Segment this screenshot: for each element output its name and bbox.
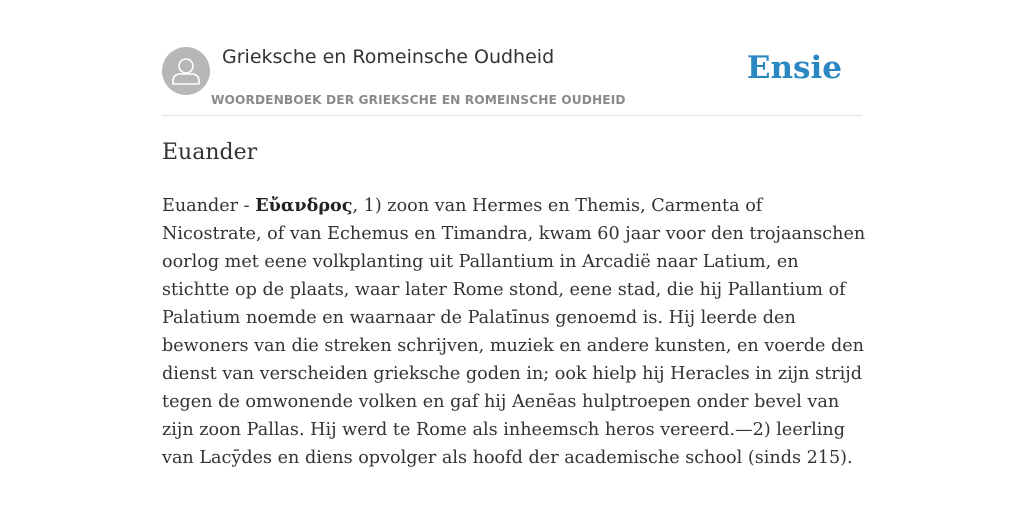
book-title[interactable]: Grieksche en Romeinsche Oudheid — [222, 46, 555, 68]
greek-term: Εὔανδρος — [255, 195, 353, 216]
page-title: Euander — [162, 140, 258, 165]
user-icon — [162, 47, 210, 95]
avatar[interactable] — [162, 47, 210, 95]
definition-lead: Euander - — [162, 196, 256, 216]
brand-logo[interactable]: Ensie — [746, 50, 842, 86]
book-subtitle: WOORDENBOEK DER GRIEKSCHE EN ROMEINSCHE OUDHEID — [211, 93, 626, 107]
entry-definition — [162, 192, 866, 472]
definition-body: , 1) zoon van Hermes en Themis, Carmenta of Nicostrate, of van Echemus en Timandra, kwam 60 jaar voor den trojaanschen oorlog met eene volkplanting uit Pallantium in Arcadië naar Latium, en stichtte op de plaats, waar later Rome stond, eene stad, die hij Pallantium of Palatium noemde en waarnaar de Palatīnus genoemd is. Hij leerde den bewoners van die streken schrijven, muziek en andere kunsten, en voerde den dienst van verscheiden grieksche goden in; ook hielp hij Heracles in zijn strijd tegen de omwonende volken en gaf hij Aenēas hulptroepen onder bevel van zijn zoon Pallas. Hij werd te Rome als inheemsch heros vereerd.—2) leerling van Lacȳdes en diens opvolger als hoofd der academische school (sinds 215). — [162, 196, 866, 468]
header-divider — [162, 115, 862, 116]
